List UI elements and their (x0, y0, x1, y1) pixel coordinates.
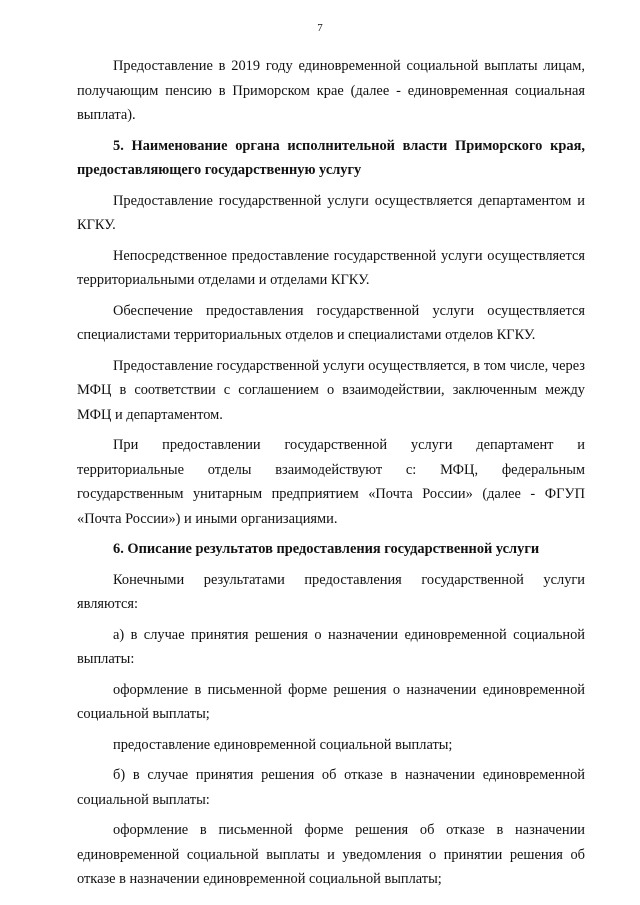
paragraph-mfc: Предоставление государственной услуги осуществляется, в том числе, через МФЦ в соответствии с соглашением о взаимодействии, заключенным между МФЦ и департаментом. (77, 357, 585, 423)
section-heading-6: 6. Описание результатов предоставления государственной услуги (113, 541, 540, 557)
page-number: 7 (317, 22, 323, 34)
paragraph-direct-provision: Непосредственное предоставление государственной услуги осуществляется территориальными отделами и отделами КГКУ. (77, 247, 585, 288)
list-item-a-form: оформление в письменной форме решения о назначении единовременной социальной выплаты; (77, 681, 585, 722)
list-item-a-payment: предоставление единовременной социальной выплаты; (113, 736, 453, 753)
section-heading-5: 5. Наименование органа исполнительной власти Приморского края, предоставляющего государственную услугу (77, 137, 585, 178)
paragraph-specialists: Обеспечение предоставления государственной услуги осуществляется специалистами территориальных отделов и специалистами отделов КГКУ. (77, 302, 585, 343)
list-item-a: а) в случае принятия решения о назначении единовременной социальной выплаты: (77, 626, 585, 667)
paragraph-provider: Предоставление государственной услуги осуществляется департаментом и КГКУ. (77, 192, 585, 233)
document-body (77, 54, 585, 896)
list-item-b: б) в случае принятия решения об отказе в назначении единовременной социальной выплаты: (77, 767, 585, 808)
paragraph-interaction: При предоставлении государственной услуги департамент и территориальные отделы взаимодействуют с: МФЦ, федеральным государственным унитарным предприятием «Почта России» (далее - ФГУП «Почта России») и иными организациями. (77, 437, 585, 527)
list-item-b-form: оформление в письменной форме решения об отказе в назначении единовременной социальной выплаты и уведомления о принятии решения об отказе в назначении единовременной социальной выплаты; (77, 822, 585, 887)
paragraph-intro: Предоставление в 2019 году единовременной социальной выплаты лицам, получающим пенсию в Приморском крае (далее - единовременная социальная выплата). (77, 58, 585, 123)
paragraph-results: Конечными результатами предоставления государственной услуги являются: (77, 571, 585, 612)
